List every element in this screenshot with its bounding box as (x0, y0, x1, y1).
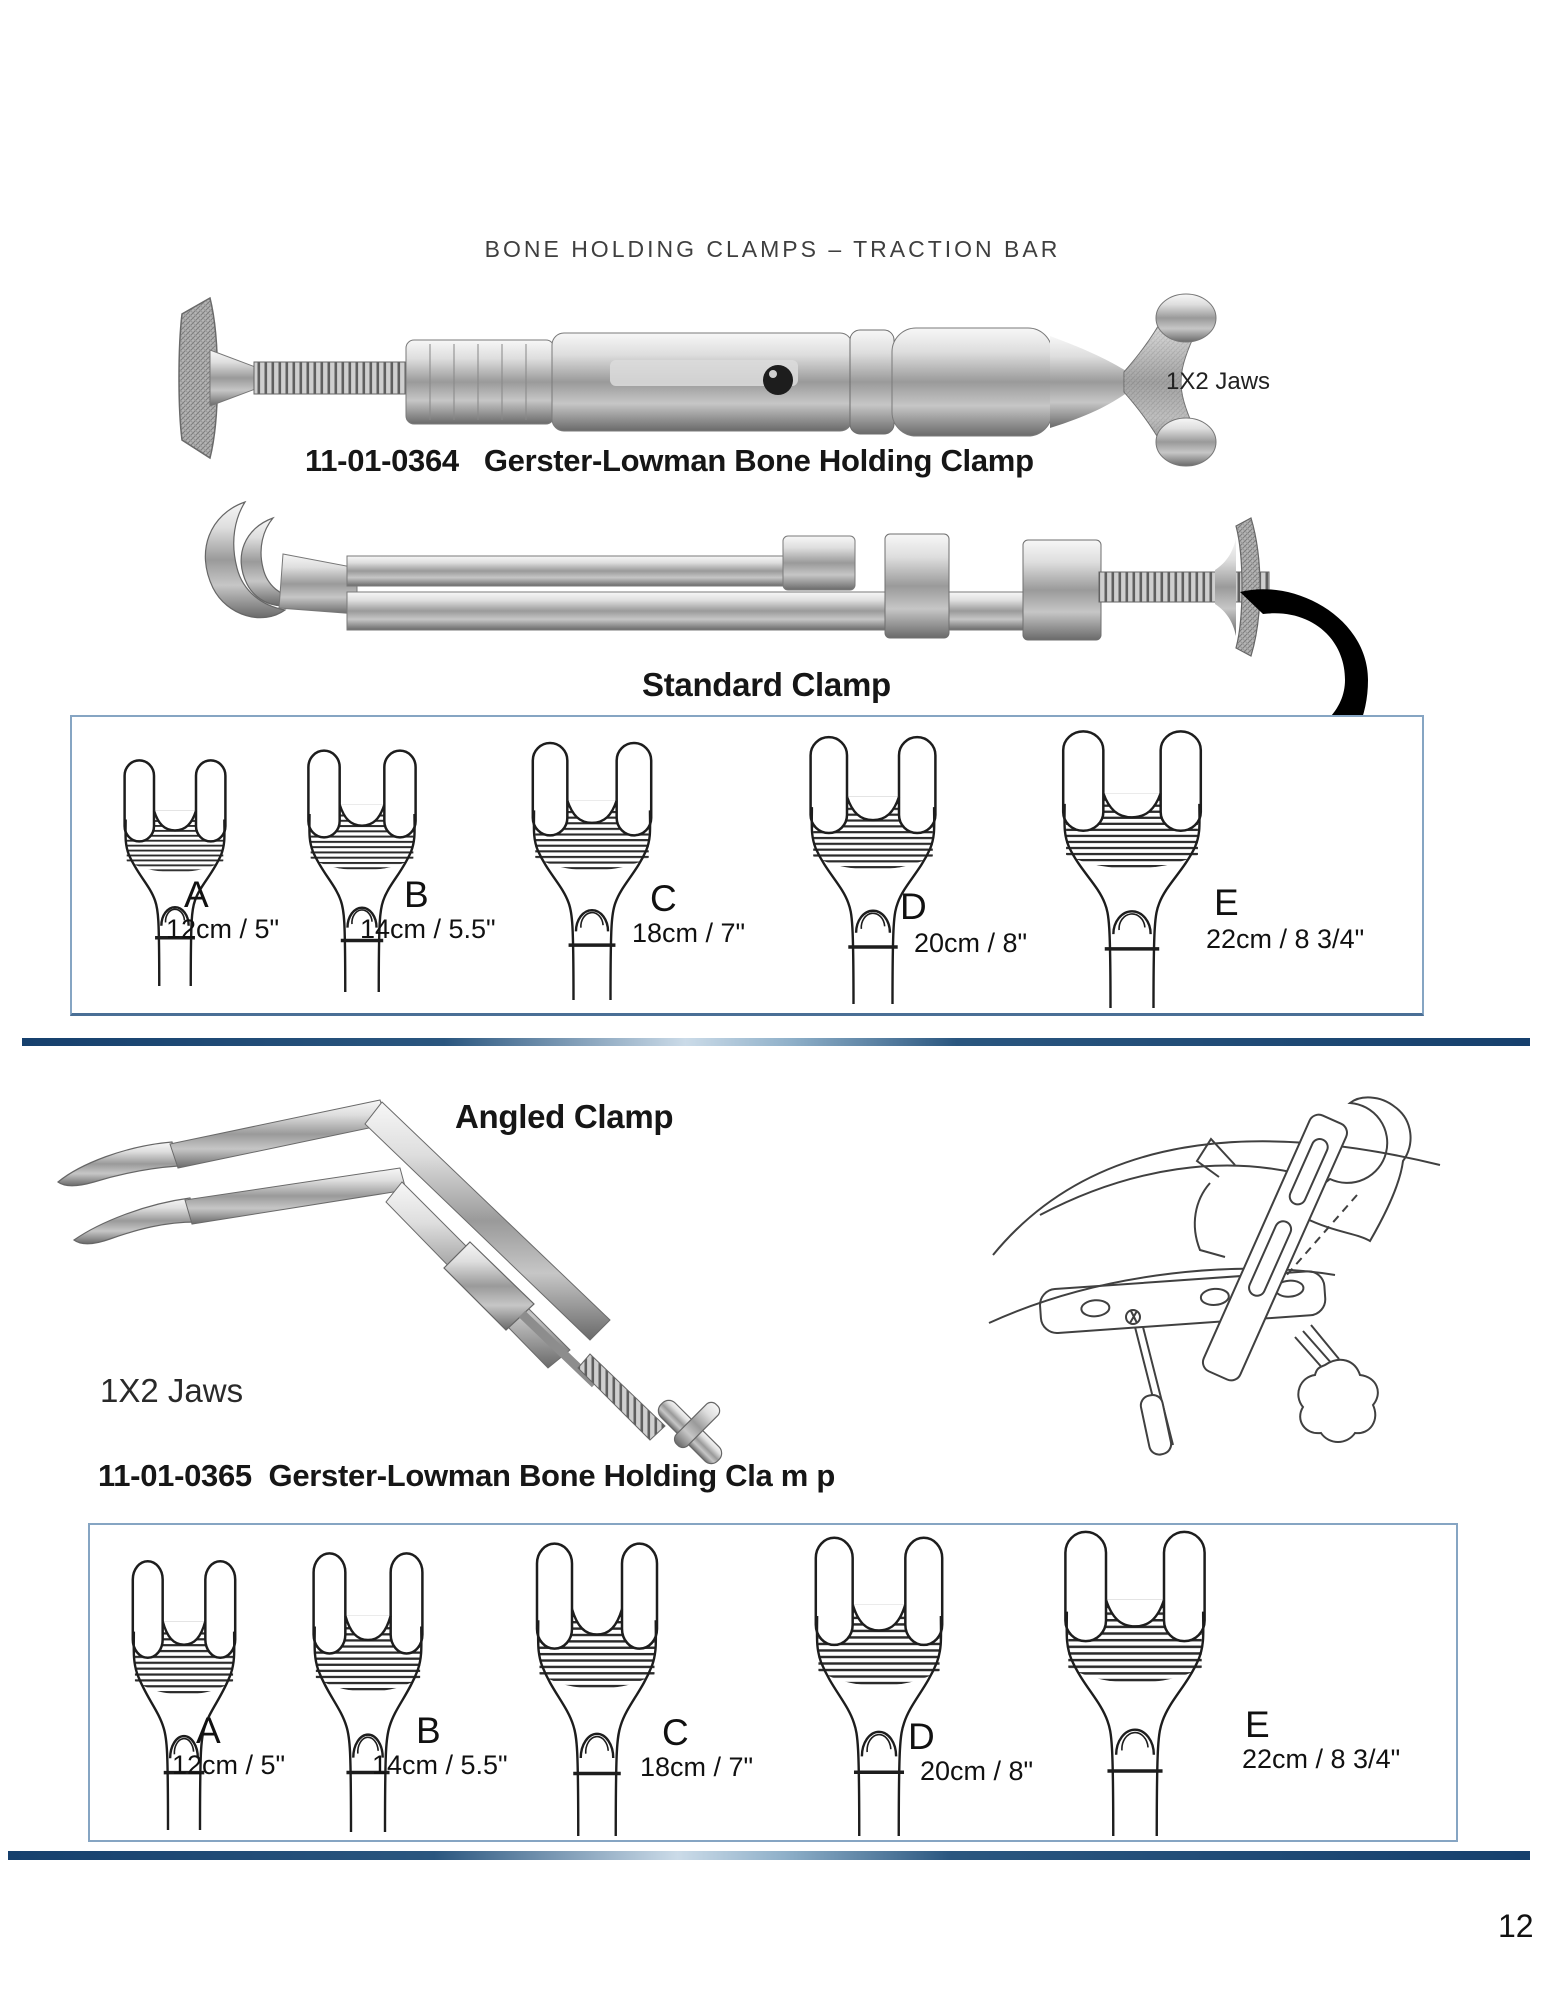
size-value: 12cm / 5" (166, 914, 280, 944)
jaw-note-2: 1X2 Jaws (100, 1372, 244, 1409)
page-number: 12 (1498, 1908, 1534, 1944)
product-caption-2 (98, 1458, 835, 1494)
catalog-number-1: 11-01-0364 (305, 443, 459, 478)
fork-drawing-c2 (522, 1538, 672, 1836)
size-value: 18cm / 7" (632, 918, 746, 948)
screwdriver-handle (1139, 1393, 1173, 1456)
clamp-photo-standard (185, 496, 1270, 664)
jaw-note-1: 1X2 Jaws (1166, 368, 1271, 395)
size-letter: B (416, 1710, 441, 1751)
size-letter: D (900, 886, 927, 927)
variant-label-standard: Standard Clamp (642, 666, 891, 703)
size-letter: C (662, 1712, 689, 1753)
angled-jaw-prong-1 (58, 1142, 178, 1186)
fork-drawing-a1 (112, 756, 238, 986)
size-letter: D (908, 1716, 935, 1757)
size-value: 22cm / 8 3/4" (1242, 1744, 1401, 1774)
threaded-screw (578, 1354, 665, 1440)
size-value: 22cm / 8 3/4" (1206, 924, 1365, 954)
product-name-2: Gerster-Lowman Bone Holding Cla m p (268, 1458, 836, 1493)
size-chart-box-2 (88, 1523, 1458, 1842)
fork-drawing-d1 (795, 732, 951, 1004)
fork-drawing-b2 (300, 1548, 436, 1832)
product-caption-1 (305, 443, 1034, 479)
size-value: 12cm / 5" (172, 1750, 286, 1780)
size-letter: C (650, 878, 677, 919)
angled-jaw-prong-2 (74, 1198, 196, 1244)
fork-drawing-b1 (295, 746, 429, 992)
star-knob (1298, 1360, 1378, 1442)
section-divider (22, 1038, 1530, 1046)
product-name-1: Gerster-Lowman Bone Holding Clamp (483, 443, 1034, 478)
size-value: 14cm / 5.5" (372, 1750, 508, 1780)
threaded-rod (254, 362, 412, 394)
application-illustration (985, 1065, 1455, 1455)
variant-label-angled: Angled Clamp (455, 1098, 674, 1135)
size-value: 20cm / 8" (920, 1756, 1034, 1786)
size-value: 18cm / 7" (640, 1752, 754, 1782)
fork-drawing-e1 (1046, 726, 1218, 1008)
fork-drawing-d2 (800, 1532, 958, 1836)
size-letter: E (1214, 882, 1239, 923)
fork-drawing-a2 (120, 1556, 248, 1830)
catalog-number-2: 11-01-0365 (98, 1458, 252, 1493)
slide-block (1023, 540, 1101, 640)
clamp-photo-straight (178, 288, 1218, 468)
size-letter: A (196, 1710, 221, 1751)
size-value: 14cm / 5.5" (360, 914, 496, 944)
size-chart-box-1 (70, 715, 1424, 1016)
footer-divider (8, 1851, 1530, 1860)
fork-drawing-c1 (518, 738, 666, 1000)
fork-drawing-e2 (1048, 1526, 1222, 1836)
size-value: 20cm / 8" (914, 928, 1028, 958)
size-letter: E (1245, 1704, 1270, 1745)
size-letter: B (404, 874, 429, 915)
page-title: BONE HOLDING CLAMPS – TRACTION BAR (484, 236, 1061, 262)
size-letter: A (184, 874, 209, 915)
